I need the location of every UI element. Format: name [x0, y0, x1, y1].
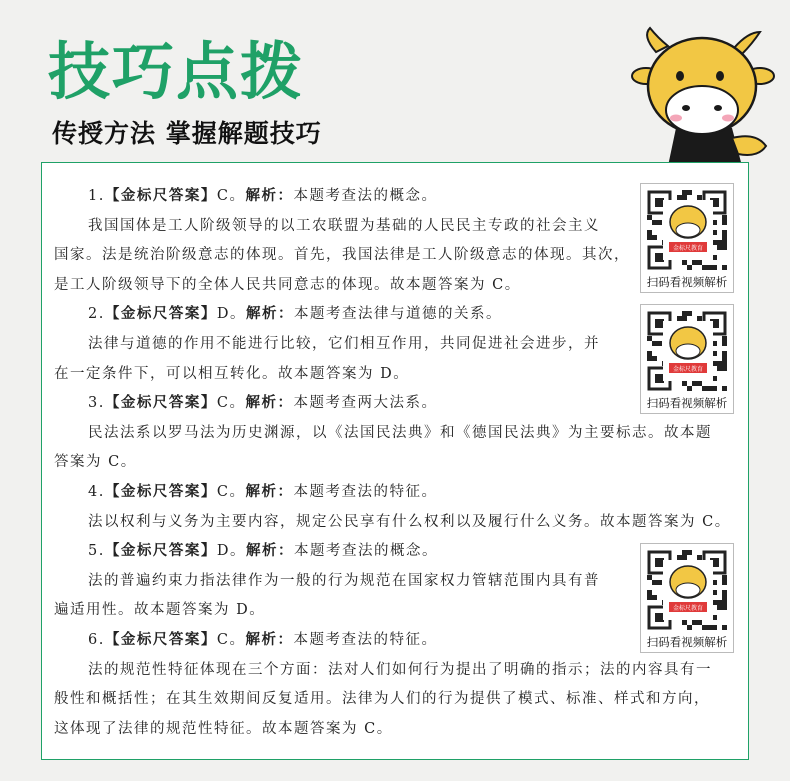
video-qr-code-3[interactable]	[640, 543, 734, 653]
page-title: 技巧点拨	[48, 35, 305, 108]
question-number: 2.	[88, 306, 105, 323]
explanation-line: 答案为 C。	[54, 454, 137, 471]
question-answer-line	[54, 299, 502, 329]
svg-text:金标尺教育: 金标尺教育	[672, 605, 704, 612]
answer-tag: 【金标尺答案】	[104, 632, 217, 648]
qr-caption: 扫码看视频解析	[646, 275, 728, 289]
answer-tag: 【金标尺答案】	[104, 306, 217, 323]
qr-code-icon	[647, 311, 727, 391]
explanation-line: 在一定条件下，可以相互转化。故本题答案为 D。	[54, 365, 410, 382]
video-qr-code-2[interactable]	[640, 304, 734, 414]
question-number: 4.	[88, 484, 105, 500]
question-number: 1.	[88, 188, 105, 204]
explanation-line: 法的规范性特征体现在三个方面：法对人们如何行为提出了明确的指示；法的内容具有一	[88, 661, 712, 678]
analysis-label: 解析：	[245, 632, 294, 648]
analysis-label: 解析：	[245, 188, 294, 204]
video-qr-code-1[interactable]	[640, 183, 734, 293]
answer-letter: C。	[216, 632, 246, 648]
analysis-label: 解析：	[245, 484, 294, 500]
explanation-line: 民法法系以罗马法为历史渊源，以《法国民法典》和《德国民法典》为主要标志。故本题	[88, 424, 712, 441]
question-answer-line	[54, 536, 438, 566]
qr-code-icon	[647, 190, 727, 270]
svg-text:金标尺教育: 金标尺教育	[672, 245, 704, 252]
qr-caption: 扫码看视频解析	[646, 635, 728, 649]
explanation-line: 法的普遍约束力指法律作为一般的行为规范在国家权力管辖范围内具有普	[88, 572, 600, 589]
answer-tag: 【金标尺答案】	[104, 188, 217, 204]
question-answer-line	[54, 181, 437, 211]
question-answer-line	[54, 477, 437, 507]
analysis-label: 解析：	[245, 306, 294, 323]
explanation-line: 法律与道德的作用不能进行比较，它们相互作用，共同促进社会进步，并	[88, 336, 600, 352]
answer-tag: 【金标尺答案】	[104, 543, 217, 560]
answer-explanation-panel	[41, 162, 749, 760]
explanation-line: 遍适用性。故本题答案为 D。	[54, 602, 266, 619]
explanation-line: 是工人阶级领导下的全体人民共同意志的体现。故本题答案为 C。	[54, 276, 521, 293]
explanation-line: 这体现了法律的规范性特征。故本题答案为 C。	[54, 720, 393, 737]
question-number: 5.	[88, 543, 105, 560]
answer-letter: D。	[216, 543, 246, 560]
analysis-topic: 本题考查法的特征。	[293, 632, 438, 648]
analysis-topic: 本题考查法的概念。	[293, 543, 438, 560]
explanation-line: 我国国体是工人阶级领导的以工农联盟为基础的人民民主专政的社会主义	[88, 217, 600, 234]
qr-caption: 扫码看视频解析	[646, 396, 728, 410]
explanation-line: 般性和概括性；在其生效期间反复适用。法律为人们的行为提供了模式、标准、样式和方向，	[54, 691, 710, 708]
analysis-label: 解析：	[245, 395, 294, 412]
page-subtitle: 传授方法 掌握解题技巧	[52, 119, 322, 148]
answer-letter: C。	[216, 484, 246, 500]
question-number: 3.	[88, 395, 105, 412]
question-number: 6.	[88, 632, 105, 648]
answer-tag: 【金标尺答案】	[104, 484, 217, 500]
answer-letter: C。	[216, 188, 246, 204]
explanation-line: 法以权利与义务为主要内容，规定公民享有什么权利以及履行什么义务。故本题答案为 C。	[88, 513, 731, 530]
analysis-topic: 本题考查法的特征。	[293, 484, 438, 500]
analysis-topic: 本题考查法律与道德的关系。	[293, 306, 502, 323]
analysis-label: 解析：	[245, 543, 294, 560]
answer-tag: 【金标尺答案】	[104, 395, 217, 412]
cow-mascot-illustration	[628, 24, 778, 166]
explanation-line: 国家。法是统治阶级意志的体现。首先，我国法律是工人阶级意志的体现。其次，	[54, 247, 630, 264]
svg-text:金标尺教育: 金标尺教育	[672, 366, 704, 373]
qr-code-icon	[647, 550, 727, 630]
analysis-topic: 本题考查法的概念。	[293, 188, 438, 204]
answer-letter: C。	[216, 395, 246, 412]
question-answer-line	[54, 388, 437, 418]
answer-letter: D。	[216, 306, 246, 323]
analysis-topic: 本题考查两大法系。	[293, 395, 438, 412]
question-answer-line	[54, 625, 437, 655]
